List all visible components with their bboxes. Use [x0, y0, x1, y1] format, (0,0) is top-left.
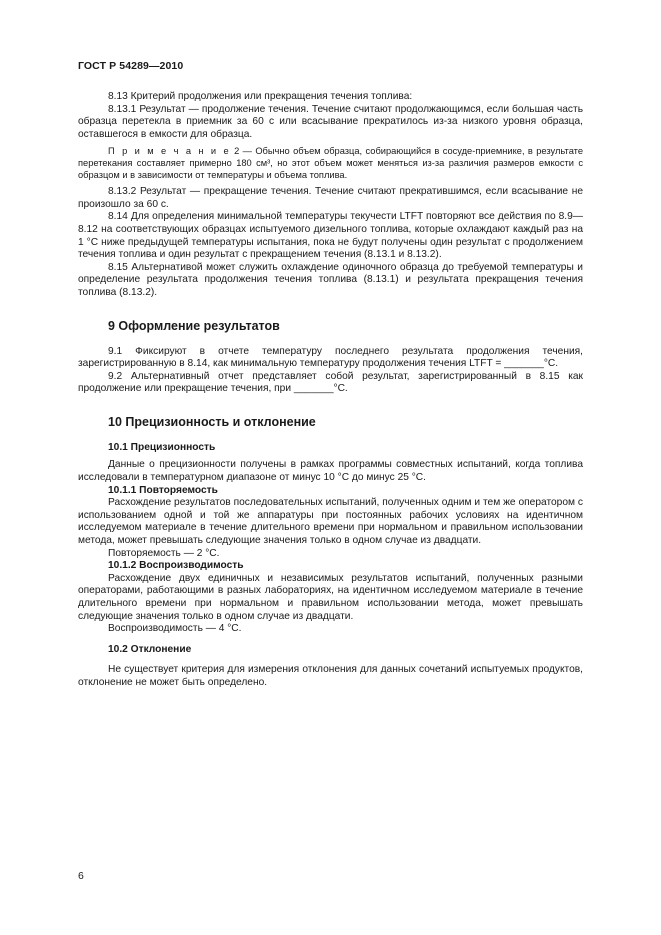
page-number: 6 [78, 870, 84, 882]
reproducibility-value: Воспроизводимость — 4 °С. [108, 623, 242, 635]
repeatability-value: Повторяемость — 2 °С. [108, 547, 220, 559]
clause-9-1: 9.1 Фиксируют в отчете температуру последнего результата продолжения течения, зарегистрированную в 8.14, как минимальную температуру продолжения течения LTFT = _______°C. [78, 345, 583, 370]
section-10-1-heading: 10.1 Прецизионность [108, 441, 216, 453]
note-text: 2 — Обычно объем образца, собирающийся в сосуде-приемнике, в результате перетекания составляет примерно 180 см³, но этот объем может меняться из-за различия размеров емкости с образцом и в зависимости от температуры и объема топлива. [78, 146, 583, 180]
document-header: ГОСТ Р 54289—2010 [78, 60, 184, 72]
section-9-heading: 9 Оформление результатов [108, 318, 280, 333]
clause-10-1-2: Расхождение двух единичных и независимых результатов испытаний, полученных разными операторами, работающими в разных лабораториях, на идентичном исследуемом материале в течение длительного времени при нормальном и правильном использовании метода, может превышать следующие значения только в одном случае из двадцати. [78, 572, 583, 622]
clause-10-1: Данные о прецизионности получены в рамках программы совместных испытаний, когда топлива исследовали в температурном диапазоне от минус 10 °С до минус 25 °С. [78, 459, 583, 484]
section-10-heading: 10 Прецизионность и отклонение [108, 414, 316, 429]
note-label: П р и м е ч а н и е [108, 146, 231, 157]
section-10-1-1-heading: 10.1.1 Повторяемость [108, 484, 218, 496]
clause-8-14: 8.14 Для определения минимальной температуры текучести LTFT повторяют все действия по 8.9—8.12 на соответствующих образцах испытуемого дизельного топлива, которые охлаждают каждый раз на 1 °С ниже предыдущей температуры испытания, пока не будут получены один результат с продолжением течения топлива и один результат с прекращением течения (8.13.1 и 8.13.2). [78, 211, 583, 261]
clause-10-1-1: Расхождение результатов последовательных испытаний, полученных одним и тем же оператором с использованием одной и той же аппаратуры при постоянных рабочих условиях на идентичном исследуемом материале в течение длительного времени при нормальном и правильном использовании метода, может превышать следующие значения только в одном случае из двадцати. [78, 497, 583, 547]
page-body [78, 91, 583, 690]
note-2 [78, 146, 583, 181]
clause-9-2: 9.2 Альтернативный отчет представляет собой результат, зарегистрированный в 8.15 как продолжение или прекращение течения, при _______°C. [78, 370, 583, 395]
section-10-2-heading: 10.2 Отклонение [108, 643, 192, 655]
clause-8-13-1: 8.13.1 Результат — продолжение течения. Течение считают продолжающимся, если большая часть образца перетекла в приемник за 60 с или всасывание прекратилось из-за низкого уровня образца, оставшегося в емкости для образца. [78, 103, 583, 140]
clause-8-15: 8.15 Альтернативой может служить охлаждение одиночного образца до требуемой температуры и определение результата продолжения течения топлива (8.13.1) и результата прекращения течения топлива (8.13.2). [78, 261, 583, 298]
clause-8-13: 8.13 Критерий продолжения или прекращения течения топлива: [108, 91, 413, 102]
clause-10-2: Не существует критерия для измерения отклонения для данных сочетаний испытуемых продуктов, отклонение не может быть определено. [78, 664, 583, 688]
clause-8-13-2: 8.13.2 Результат — прекращение течения. Течение считают прекратившимся, если всасывание не произошло за 60 с. [78, 186, 583, 210]
section-10-1-2-heading: 10.1.2 Воспроизводимость [108, 560, 244, 572]
